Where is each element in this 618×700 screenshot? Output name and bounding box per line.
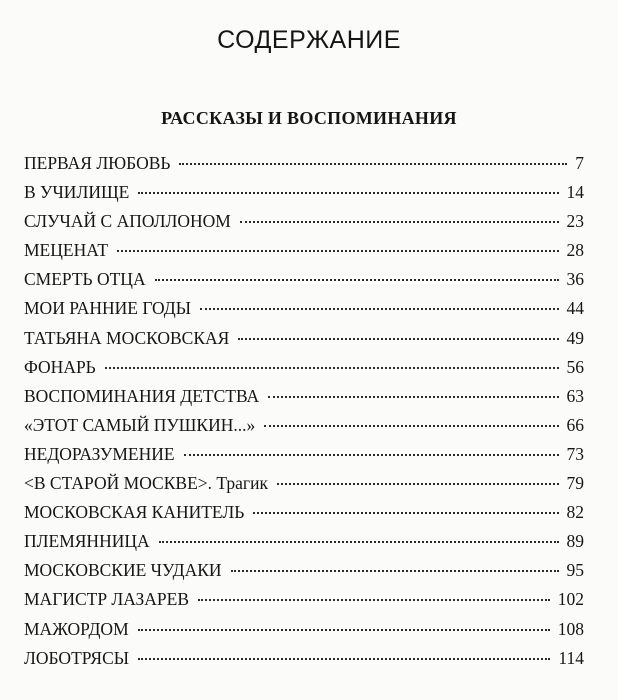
dot-leader (238, 338, 558, 340)
toc-entry-page-number: 114 (558, 647, 584, 668)
toc-entry-page-number: 79 (566, 473, 584, 494)
toc-entry-page-number: 63 (566, 385, 584, 406)
toc-entry-title: СМЕРТЬ ОТЦА (24, 269, 146, 290)
toc-entry (24, 469, 584, 498)
toc-entry (24, 440, 584, 469)
toc-entry (24, 615, 584, 644)
dot-leader (117, 250, 558, 252)
toc-entry-page-number: 82 (566, 502, 584, 523)
dot-leader (184, 454, 559, 456)
table-of-contents (24, 149, 584, 673)
toc-entry (24, 556, 584, 585)
toc-entry-title: МОИ РАННИЕ ГОДЫ (24, 298, 191, 319)
dot-leader (138, 658, 550, 660)
toc-entry-title: ВОСПОМИНАНИЯ ДЕТСТВА (24, 385, 260, 406)
toc-entry (24, 585, 584, 614)
toc-entry (24, 527, 584, 556)
toc-entry (24, 498, 584, 527)
dot-leader (138, 629, 550, 631)
toc-entry-title: ПЛЕМЯННИЦА (24, 531, 150, 552)
toc-entry (24, 294, 584, 323)
toc-entry-page-number: 7 (575, 153, 584, 173)
toc-entry-title: ФОНАРЬ (24, 356, 96, 377)
toc-entry (24, 207, 584, 236)
toc-entry-page-number: 56 (566, 356, 584, 377)
toc-entry-title: «ЭТОТ САМЫЙ ПУШКИН...» (24, 414, 256, 435)
toc-entry (24, 644, 584, 673)
toc-entry-page-number: 73 (566, 443, 584, 464)
toc-entry-page-number: 95 (566, 560, 584, 581)
dot-leader (231, 570, 559, 572)
toc-entry-title: В УЧИЛИЩЕ (24, 182, 130, 203)
toc-entry-page-number: 14 (566, 182, 584, 203)
toc-entry (24, 324, 584, 353)
dot-leader (253, 512, 558, 514)
toc-entry (24, 265, 584, 294)
toc-entry-title: МАГИСТР ЛАЗАРЕВ (24, 589, 189, 610)
toc-entry-page-number: 36 (566, 269, 584, 290)
dot-leader (179, 163, 567, 165)
toc-entry-title: <В СТАРОЙ МОСКВЕ>. Трагик (24, 473, 268, 494)
toc-entry (24, 236, 584, 265)
toc-entry-title: МЕЦЕНАТ (24, 240, 109, 261)
toc-entry-page-number: 89 (566, 531, 584, 552)
toc-entry (24, 353, 584, 382)
toc-entry-title: МОСКОВСКАЯ КАНИТЕЛЬ (24, 502, 245, 523)
dot-leader (105, 367, 559, 369)
toc-entry (24, 382, 584, 411)
toc-entry-title: ЛОБОТРЯСЫ (24, 647, 129, 668)
toc-entry-page-number: 49 (566, 327, 584, 348)
dot-leader (159, 541, 559, 543)
dot-leader (155, 279, 559, 281)
toc-entry-page-number: 108 (557, 618, 584, 639)
toc-entry-title: ПЕРВАЯ ЛЮБОВЬ (24, 153, 171, 173)
dot-leader (277, 483, 559, 485)
toc-entry-page-number: 66 (566, 414, 584, 435)
dot-leader (200, 308, 559, 310)
dot-leader (268, 396, 558, 398)
toc-entry-page-number: 28 (566, 240, 584, 261)
dot-leader (240, 221, 559, 223)
dot-leader (138, 192, 558, 194)
toc-entry-title: НЕДОРАЗУМЕНИЕ (24, 443, 175, 464)
toc-entry-page-number: 102 (557, 589, 584, 610)
toc-entry-page-number: 23 (566, 211, 584, 232)
toc-entry (24, 411, 584, 440)
dot-leader (198, 599, 550, 601)
toc-entry-title: МАЖОРДОМ (24, 618, 129, 639)
dot-leader (264, 425, 558, 427)
page-title: СОДЕРЖАНИЕ (217, 26, 401, 54)
toc-entry-title: МОСКОВСКИЕ ЧУДАКИ (24, 560, 222, 581)
toc-entry (24, 149, 584, 178)
toc-entry-title: СЛУЧАЙ С АПОЛЛОНОМ (24, 211, 231, 232)
toc-entry (24, 178, 584, 207)
toc-entry-page-number: 44 (566, 298, 584, 319)
section-title: РАССКАЗЫ И ВОСПОМИНАНИЯ (161, 108, 457, 128)
toc-entry-title: ТАТЬЯНА МОСКОВСКАЯ (24, 327, 230, 348)
